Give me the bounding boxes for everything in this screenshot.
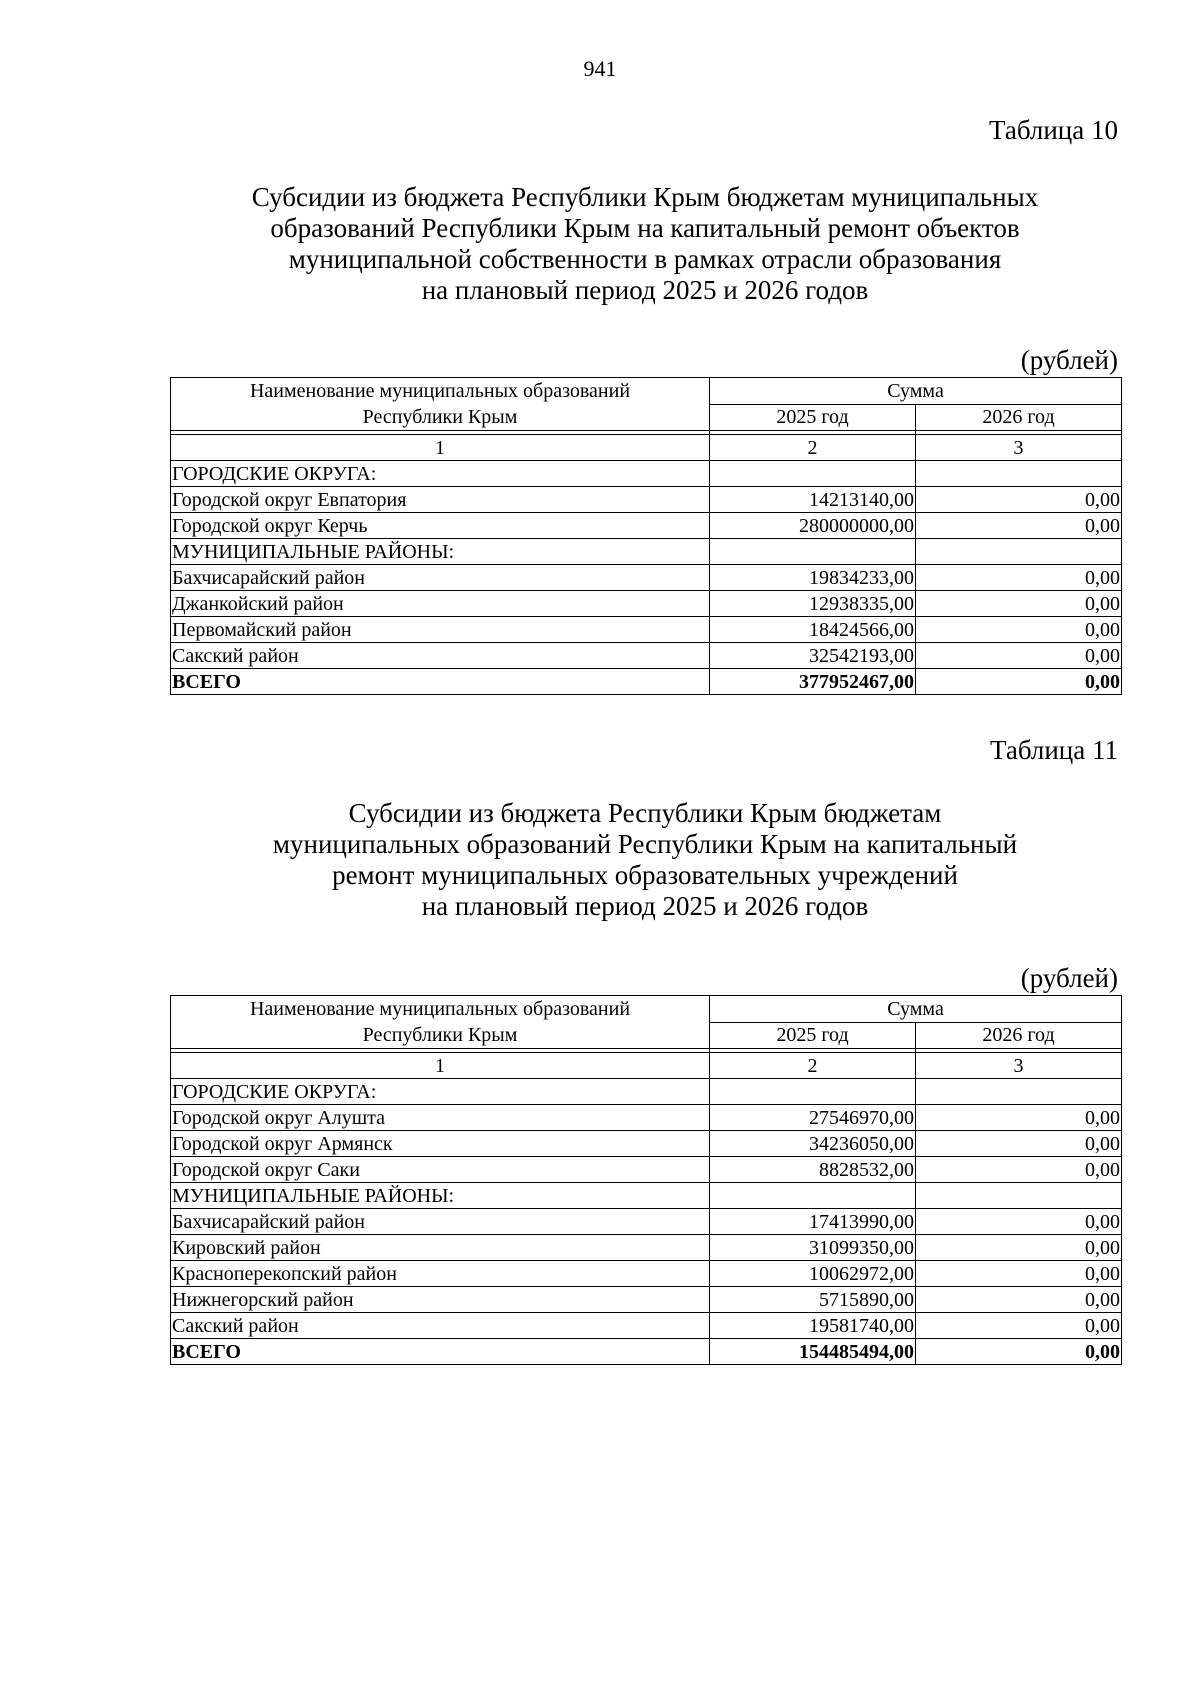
table-row: [171, 591, 1122, 617]
row-value-2025: [710, 539, 916, 565]
header-row: [171, 996, 1122, 1023]
row-value-2026: [916, 461, 1122, 487]
row-value-2025: 280000000,00: [710, 513, 916, 539]
header-year-2026: 2026 год: [916, 404, 1122, 431]
row-name: ГОРОДСКИЕ ОКРУГА:: [171, 1079, 710, 1105]
total-value-2025: 377952467,00: [710, 669, 916, 695]
title-line: ремонт муниципальных образовательных учреждений: [332, 860, 958, 890]
row-value-2026: 0,00: [916, 617, 1122, 643]
table-10-units: (рублей): [1020, 345, 1118, 375]
row-value-2026: 0,00: [916, 1261, 1122, 1287]
table-row: [171, 487, 1122, 513]
row-value-2025: 31099350,00: [710, 1235, 916, 1261]
row-name: Первомайский район: [171, 617, 710, 643]
header-year-2025: 2025 год: [710, 1022, 916, 1049]
total-row: [171, 1339, 1122, 1365]
row-value-2026: [916, 1183, 1122, 1209]
table-row: [171, 1131, 1122, 1157]
row-value-2025: 5715890,00: [710, 1287, 916, 1313]
table-10-title: [170, 182, 1120, 306]
table-10-label: Таблица 10: [989, 115, 1118, 145]
row-value-2025: 17413990,00: [710, 1209, 916, 1235]
title-line: Субсидии из бюджета Республики Крым бюджетам: [348, 798, 942, 828]
row-value-2026: 0,00: [916, 487, 1122, 513]
row-name: Городской округ Саки: [171, 1157, 710, 1183]
row-value-2025: 14213140,00: [710, 487, 916, 513]
header-sum: Сумма: [710, 996, 1122, 1023]
row-value-2025: 34236050,00: [710, 1131, 916, 1157]
table-row: [171, 1235, 1122, 1261]
column-number: 1: [171, 1053, 710, 1079]
table-11-units: (рублей): [1020, 963, 1118, 993]
row-name: Бахчисарайский район: [171, 565, 710, 591]
row-value-2026: [916, 1079, 1122, 1105]
row-value-2025: 19834233,00: [710, 565, 916, 591]
row-name: ГОРОДСКИЕ ОКРУГА:: [171, 461, 710, 487]
row-value-2025: [710, 1183, 916, 1209]
table-row: [171, 461, 1122, 487]
total-value-2025: 154485494,00: [710, 1339, 916, 1365]
total-name: ВСЕГО: [171, 669, 710, 695]
row-value-2025: [710, 1079, 916, 1105]
table-row: [171, 1287, 1122, 1313]
table-row: [171, 617, 1122, 643]
table-row: [171, 539, 1122, 565]
table-row: [171, 1079, 1122, 1105]
total-value-2026: 0,00: [916, 669, 1122, 695]
row-value-2025: 19581740,00: [710, 1313, 916, 1339]
column-number: 3: [916, 435, 1122, 461]
total-name: ВСЕГО: [171, 1339, 710, 1365]
column-number-row: [171, 435, 1122, 461]
table-11: [170, 995, 1122, 1365]
total-row: [171, 669, 1122, 695]
header-name-cell: [171, 378, 710, 431]
total-value-2026: 0,00: [916, 1339, 1122, 1365]
row-value-2026: 0,00: [916, 1235, 1122, 1261]
table-row: [171, 1261, 1122, 1287]
row-value-2025: 27546970,00: [710, 1105, 916, 1131]
table-11-title: [170, 798, 1120, 922]
header-year-2026: 2026 год: [916, 1022, 1122, 1049]
row-value-2026: 0,00: [916, 513, 1122, 539]
header-name-cell: [171, 996, 710, 1049]
row-name: Городской округ Керчь: [171, 513, 710, 539]
title-line: образований Республики Крым на капитальный ремонт объектов: [270, 213, 1020, 243]
title-line: на плановый период 2025 и 2026 годов: [421, 891, 869, 921]
table-row: [171, 1105, 1122, 1131]
row-value-2026: 0,00: [916, 1131, 1122, 1157]
header-name-line1: Наименование муниципальных образований: [249, 380, 631, 402]
row-name: МУНИЦИПАЛЬНЫЕ РАЙОНЫ:: [171, 539, 710, 565]
column-number: 1: [171, 435, 710, 461]
row-name: Джанкойский район: [171, 591, 710, 617]
row-value-2025: 18424566,00: [710, 617, 916, 643]
row-value-2025: 10062972,00: [710, 1261, 916, 1287]
row-value-2025: [710, 461, 916, 487]
row-value-2025: 32542193,00: [710, 643, 916, 669]
row-name: МУНИЦИПАЛЬНЫЕ РАЙОНЫ:: [171, 1183, 710, 1209]
page-number: 941: [583, 56, 617, 81]
title-line: на плановый период 2025 и 2026 годов: [421, 275, 869, 305]
table-row: [171, 513, 1122, 539]
row-value-2026: 0,00: [916, 1313, 1122, 1339]
row-name: Сакский район: [171, 1313, 710, 1339]
row-name: Городской округ Евпатория: [171, 487, 710, 513]
table-row: [171, 1313, 1122, 1339]
row-value-2025: 8828532,00: [710, 1157, 916, 1183]
row-value-2026: 0,00: [916, 1157, 1122, 1183]
row-name: Городской округ Алушта: [171, 1105, 710, 1131]
row-value-2025: 12938335,00: [710, 591, 916, 617]
header-sum: Сумма: [710, 378, 1122, 405]
column-number-row: [171, 1053, 1122, 1079]
table-row: [171, 1183, 1122, 1209]
table-row: [171, 1209, 1122, 1235]
title-line: Субсидии из бюджета Республики Крым бюджетам муниципальных: [251, 182, 1039, 212]
table-11-label: Таблица 11: [990, 735, 1118, 765]
column-number: 2: [710, 435, 916, 461]
table-10: [170, 377, 1122, 695]
header-year-2025: 2025 год: [710, 404, 916, 431]
row-name: Городской округ Армянск: [171, 1131, 710, 1157]
header-name-line2: Республики Крым: [362, 406, 518, 428]
column-number: 2: [710, 1053, 916, 1079]
table-row: [171, 1157, 1122, 1183]
header-name-line2: Республики Крым: [362, 1024, 518, 1046]
row-name: Кировский район: [171, 1235, 710, 1261]
row-name: Нижнегорский район: [171, 1287, 710, 1313]
row-name: Сакский район: [171, 643, 710, 669]
row-value-2026: 0,00: [916, 643, 1122, 669]
row-value-2026: 0,00: [916, 591, 1122, 617]
header-name-line1: Наименование муниципальных образований: [249, 998, 631, 1020]
column-number: 3: [916, 1053, 1122, 1079]
table-row: [171, 643, 1122, 669]
title-line: муниципальных образований Республики Крым на капитальный: [272, 829, 1018, 859]
row-value-2026: 0,00: [916, 1287, 1122, 1313]
row-name: Красноперекопский район: [171, 1261, 710, 1287]
row-value-2026: 0,00: [916, 1105, 1122, 1131]
header-row: [171, 378, 1122, 405]
row-value-2026: 0,00: [916, 1209, 1122, 1235]
row-value-2026: 0,00: [916, 565, 1122, 591]
row-name: Бахчисарайский район: [171, 1209, 710, 1235]
row-value-2026: [916, 539, 1122, 565]
table-row: [171, 565, 1122, 591]
title-line: муниципальной собственности в рамках отрасли образования: [288, 244, 1002, 274]
